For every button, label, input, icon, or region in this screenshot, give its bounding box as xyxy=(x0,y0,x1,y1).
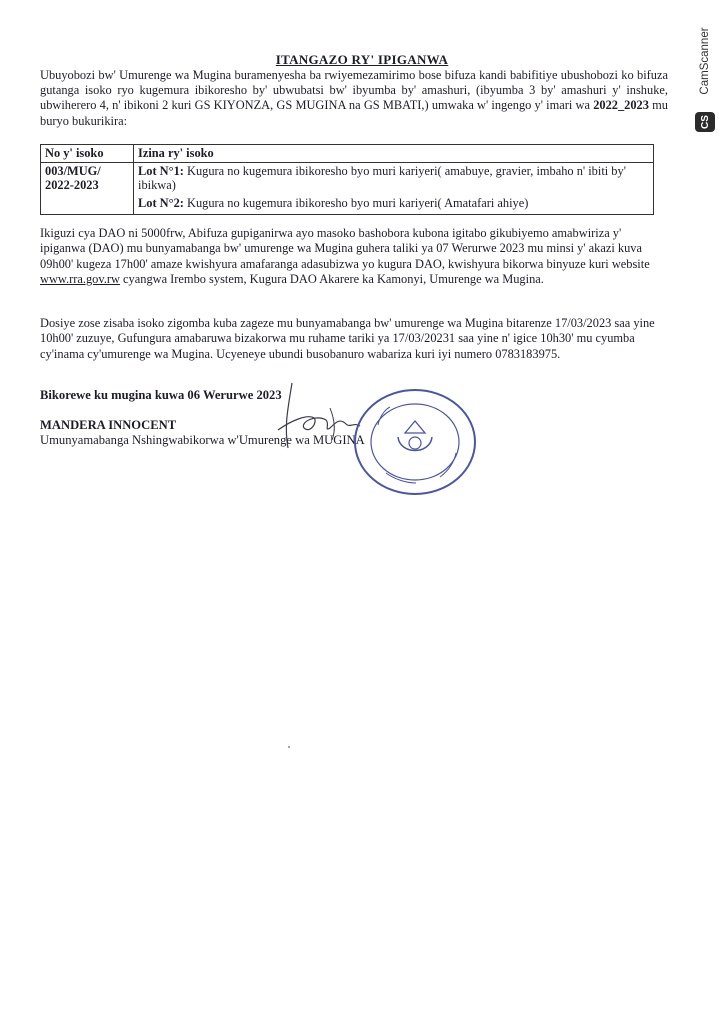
lot-2 xyxy=(138,196,649,211)
lot-1-label: Lot N°1: xyxy=(138,163,184,178)
signer-title: Umunyamabanga Nshingwabikorwa w'Umurenge wa MUGINA xyxy=(40,433,365,447)
signed-date-line: Bikorewe ku mugina kuwa 06 Werurwe 2023 xyxy=(40,388,282,402)
dao-text-part2: cyangwa Irembo system, Kugura DAO Akarere ka Kamonyi, Umurenge wa Mugina. xyxy=(119,271,544,286)
notice-title: ITANGAZO RY' IPIGANWA xyxy=(275,52,449,67)
camscanner-watermark xyxy=(694,14,716,132)
camscanner-logo-icon: CS xyxy=(695,112,715,132)
tender-lots-table xyxy=(40,144,654,215)
dao-text-part1: Ikiguzi cya DAO ni 5000frw, Abifuza gupiganirwa ayo masoko bashobora kubona igitabo gikubiyemo amabwiriza y' ipiganwa (DAO) mu bunyamabanga bw' umurenge wa Mugina guhera taliki ya 07 Werurwe 2023 mu minsi y' akazi kuva 09h00' kugeza 17h00' amaze kwishyura amafaranga adasubizwa yo kugura DAO, kwishyura bikorwa binyuze kuri website xyxy=(40,226,650,271)
intro-fiscal-year: 2022_2023 xyxy=(593,98,649,113)
tender-lots-cell xyxy=(134,162,654,215)
table-header-row xyxy=(41,145,654,163)
signer-name: MANDERA INNOCENT xyxy=(40,418,177,432)
intro-paragraph xyxy=(40,68,668,129)
tender-number-cell: 003/MUG/ 2022-2023 xyxy=(41,162,134,215)
rra-website-link[interactable]: www.rra.gov.rw xyxy=(40,271,120,286)
lot-1 xyxy=(138,164,649,193)
official-stamp xyxy=(350,385,480,500)
submission-paragraph: Dosiye zose zisaba isoko zigomba kuba zageze mu bunyamabanga bw' umurenge wa Mugina bitarenze 17/03/2023 saa yine 10h00' zuzuye, Gufungura amabaruwa bizakorwa mu ruhame tariki ya 17/03/20231 saa yine n' igice 10h30' mu cyumba cy'inama cy'umurenge wa Mugina. Ucyeneye ubundi busobanuro wabariza kuri iyi numero 0783183975. xyxy=(40,316,655,361)
column-header-tender-name: Izina ry' isoko xyxy=(134,145,654,163)
lot-1-text: Kugura no kugemura ibikoresho byo muri kariyeri( amabuye, gravier, imbaho n' ibiti by' ibikwa) xyxy=(138,163,626,192)
lot-2-label: Lot N°2: xyxy=(138,195,184,210)
dao-paragraph xyxy=(40,226,660,287)
intro-text-part1: Ubuyobozi bw' Umurenge wa Mugina buramenyesha ba rwiyemezamirimo bose bifuza kandi babifitiye ubushobozi ko bifuza gutanga isoko ryo kugemura ibikoresho by' ubwubatsi bw' ibyumba by' amashuri, (ibyumba 3 by' amashuri y' inshuke, ubwiherero 4, n' ibikoni 2 kuri GS KIYONZA, GS MUGINA na GS MBATI,) umwaka w' ingengo y' imari wa xyxy=(40,68,668,113)
camscanner-brand-text: CamScanner xyxy=(699,27,711,95)
table-row xyxy=(41,162,654,215)
column-header-tender-number: No y' isoko xyxy=(41,145,134,163)
scan-speck xyxy=(288,746,290,748)
lot-2-text: Kugura no kugemura ibikoresho byo muri kariyeri( Amatafari ahiye) xyxy=(183,195,529,210)
intro-text-part2: mu buryo bukurikira: xyxy=(40,98,668,128)
